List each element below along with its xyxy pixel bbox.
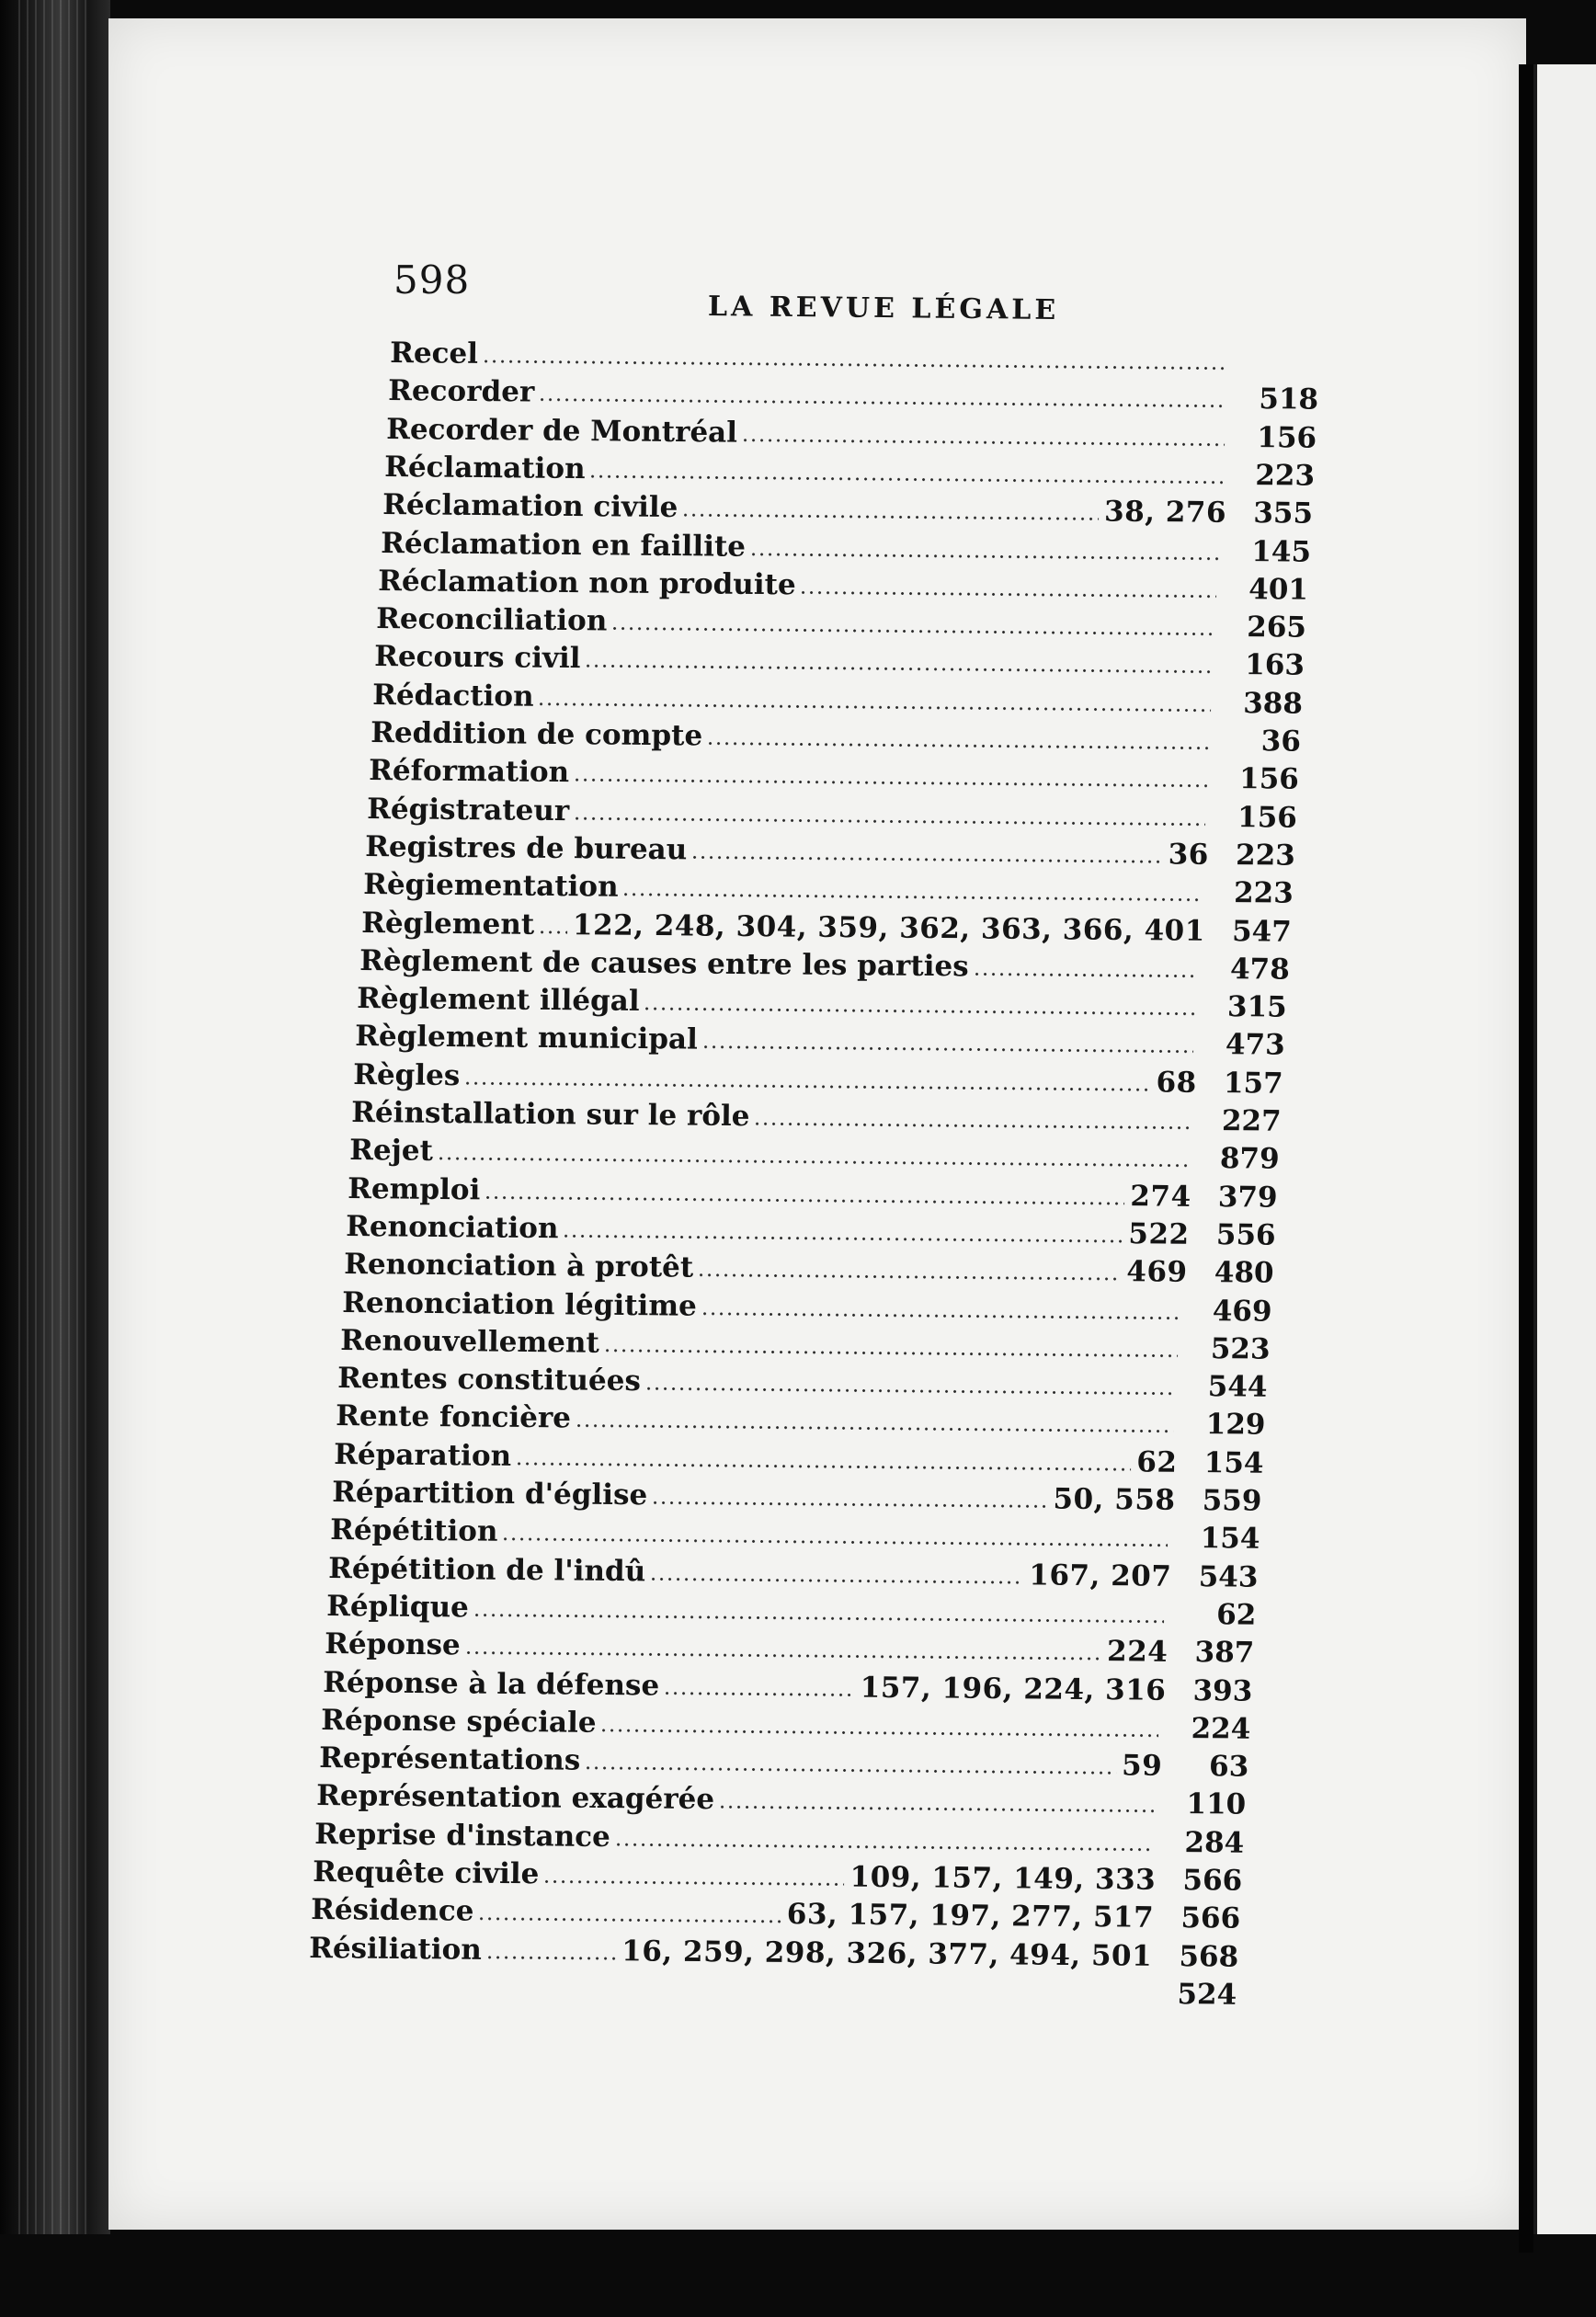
dot-leader [599, 1729, 1158, 1738]
dot-leader [585, 665, 1213, 675]
dot-leader [485, 1955, 616, 1959]
index-references: 50, 558 [1053, 1482, 1176, 1517]
index-term: Reddition de compte [370, 716, 703, 753]
dot-leader [706, 742, 1209, 750]
index-term: Renonciation à protêt [343, 1248, 694, 1284]
dot-leader [644, 1387, 1176, 1396]
dot-leader [701, 1045, 1193, 1054]
index-page-number: 473 [1226, 1028, 1286, 1063]
index-term: Répartition d'église [332, 1476, 648, 1512]
index-page-number: 63 [1208, 1750, 1248, 1784]
index-page-number: 154 [1200, 1522, 1260, 1557]
index-term: Répétition [330, 1513, 498, 1549]
index-term: Rejet [349, 1134, 434, 1169]
dot-leader [473, 1613, 1165, 1623]
dot-leader [611, 627, 1215, 636]
index-references: 59 [1121, 1749, 1162, 1783]
index-references: 62 [1136, 1445, 1178, 1479]
dot-leader [584, 1766, 1116, 1775]
index-term: Règlement municipal [355, 1020, 699, 1056]
index-entry [325, 1624, 1255, 1670]
index-term: Résidence [311, 1893, 474, 1928]
dot-leader [538, 398, 1226, 408]
dot-leader [543, 1879, 845, 1886]
index-references: 522 [1128, 1217, 1190, 1251]
dot-leader [484, 1195, 1124, 1205]
index-page-number: 387 [1194, 1636, 1255, 1670]
index-references: 16, 259, 298, 326, 377, 494, 501 [621, 1934, 1153, 1973]
index-references: 157, 196, 224, 316 [860, 1671, 1167, 1707]
dot-leader [463, 1081, 1150, 1091]
index-term: Rentes constituées [337, 1362, 642, 1398]
index-references: 63, 157, 197, 277, 517 [786, 1898, 1155, 1935]
index-entry [307, 1966, 1237, 2012]
index-term: Requête civile [313, 1855, 540, 1891]
index-term: Réparation [334, 1437, 512, 1473]
index-page-number: 480 [1214, 1256, 1274, 1290]
index-term: Représentations [318, 1741, 580, 1777]
index-entry [382, 485, 1313, 531]
index-references: 224 [1106, 1635, 1168, 1669]
index-page-number: 879 [1219, 1142, 1280, 1177]
running-head: LA REVUE LÉGALE [707, 290, 1060, 327]
dot-leader [501, 1537, 1168, 1547]
index-term: Réponse à la défense [322, 1665, 660, 1703]
index-term: Résiliation [309, 1931, 483, 1967]
index-term: Réponse [324, 1627, 461, 1662]
dot-leader [649, 1577, 1023, 1584]
index-page-number: 223 [1254, 458, 1315, 493]
index-page-number: 566 [1180, 1901, 1241, 1936]
dot-leader [651, 1501, 1047, 1508]
index-page-number: 145 [1250, 534, 1311, 569]
index-term: Réformation [368, 754, 570, 790]
dot-leader [663, 1691, 855, 1696]
dot-leader [754, 1122, 1190, 1130]
dot-leader [602, 1349, 1178, 1358]
index-page-number: 544 [1208, 1370, 1269, 1404]
index-references: 68 [1156, 1066, 1198, 1100]
index-references: 109, 157, 149, 333 [849, 1860, 1157, 1897]
index-term: Recours civil [374, 640, 581, 676]
index-references: 469 [1125, 1255, 1188, 1289]
index-page-number: 227 [1221, 1104, 1282, 1138]
page-number: 598 [393, 257, 471, 302]
index-term: Réclamation en faillite [380, 526, 746, 564]
index-page-number: 559 [1202, 1484, 1262, 1518]
index-page-number: 401 [1248, 572, 1309, 607]
index-page-number: 62 [1215, 1598, 1257, 1632]
index-page-number: 469 [1212, 1294, 1272, 1329]
dot-leader [478, 1917, 781, 1923]
dot-leader [573, 778, 1207, 788]
index-term: Recorder [387, 374, 535, 409]
index-entry [344, 1244, 1274, 1290]
index-term: Répétition de l'indû [328, 1551, 646, 1588]
index-term: Règlement [360, 906, 534, 942]
index-entry [363, 864, 1294, 910]
index-term: Renonciation [345, 1209, 559, 1246]
dot-leader [515, 1462, 1131, 1471]
index-page-number: 556 [1215, 1217, 1276, 1252]
index-term: Renouvellement [339, 1323, 599, 1360]
index-page-number: 156 [1237, 800, 1297, 835]
index-page-number: 154 [1203, 1445, 1264, 1480]
index-page-number: 265 [1247, 611, 1307, 645]
index-term: Registres de bureau [364, 829, 688, 867]
index-page-number: 523 [1210, 1331, 1271, 1366]
index-term: Recel [390, 337, 479, 371]
index-term: Règlement de causes entre les parties [359, 943, 969, 984]
dot-leader [972, 972, 1197, 977]
index-term: Réponse spéciale [320, 1703, 597, 1740]
dot-leader [573, 816, 1205, 827]
index-references: 38, 276 [1103, 495, 1226, 530]
dot-leader [614, 1843, 1152, 1852]
index-page-number: 566 [1182, 1864, 1243, 1898]
index-page-number: 543 [1198, 1559, 1259, 1594]
index-term: Rédaction [372, 678, 534, 713]
dot-leader [700, 1311, 1180, 1319]
dot-leader [463, 1651, 1100, 1661]
index-term: Réplique [325, 1589, 469, 1625]
dot-leader [621, 893, 1201, 902]
index-page-number: 36 [1260, 725, 1302, 759]
index-page-number: 157 [1224, 1066, 1284, 1101]
index-term: Reconciliation [376, 602, 608, 638]
index-term: Réclamation civile [382, 488, 678, 525]
dot-leader [588, 474, 1222, 485]
dot-leader [538, 702, 1211, 712]
index-term: Remploi [347, 1171, 481, 1206]
dot-leader [644, 1007, 1195, 1016]
dot-leader [681, 513, 1099, 520]
index-page-number: 163 [1245, 648, 1305, 683]
index-term: Réinstallation sur le rôle [351, 1096, 750, 1134]
index-term: Rente foncière [336, 1399, 572, 1435]
index-page-number: 284 [1184, 1825, 1245, 1860]
dot-leader [718, 1806, 1154, 1814]
index-page-number: 478 [1229, 952, 1290, 987]
index-term: Règiementation [362, 868, 619, 904]
index-page-number: 547 [1231, 914, 1292, 949]
index-term: Règlement illégal [357, 982, 641, 1019]
index-page-number: 355 [1252, 496, 1313, 531]
index-references: 122, 248, 304, 359, 362, 363, 366, 401 [572, 907, 1205, 948]
dot-leader [690, 855, 1162, 863]
dot-leader [575, 1424, 1174, 1433]
dot-leader [482, 360, 1228, 371]
index-term: Reprise d'instance [314, 1817, 611, 1854]
dot-leader [538, 930, 567, 933]
index-page-number: 518 [1259, 382, 1319, 417]
index-page-number: 524 [1177, 1977, 1237, 2012]
index-page-number: 568 [1179, 1939, 1239, 1974]
dot-leader [437, 1157, 1188, 1168]
index-page-number: 110 [1186, 1787, 1247, 1822]
index-page-number: 223 [1235, 838, 1295, 873]
index-page-number: 156 [1238, 762, 1300, 797]
dot-leader [800, 590, 1216, 598]
dot-leader [748, 552, 1218, 560]
index-references: 167, 207 [1029, 1558, 1172, 1593]
index-term: Règles [353, 1057, 461, 1092]
index-term: Représentation exagérée [316, 1779, 715, 1817]
index-term: Réclamation non produite [378, 564, 797, 602]
dot-leader [697, 1273, 1121, 1281]
dot-leader [741, 438, 1225, 446]
index-term: Renonciation légitime [341, 1285, 697, 1323]
index-page-number: 393 [1192, 1673, 1253, 1708]
index-page-number: 379 [1217, 1180, 1278, 1215]
index-references: 36 [1168, 838, 1209, 872]
index-page-number: 223 [1233, 876, 1294, 910]
index-term: Réclamation [383, 450, 586, 485]
index-term: Recorder de Montréal [385, 412, 737, 450]
index-page-number: 388 [1243, 686, 1304, 721]
index-term: Régistrateur [366, 792, 570, 828]
index-page-number: 315 [1227, 990, 1288, 1024]
dot-leader [562, 1234, 1123, 1243]
index-page-number: 129 [1205, 1408, 1267, 1443]
index-references: 274 [1130, 1179, 1191, 1214]
index-page-number: 156 [1257, 420, 1317, 455]
index-page-number: 224 [1191, 1711, 1251, 1746]
